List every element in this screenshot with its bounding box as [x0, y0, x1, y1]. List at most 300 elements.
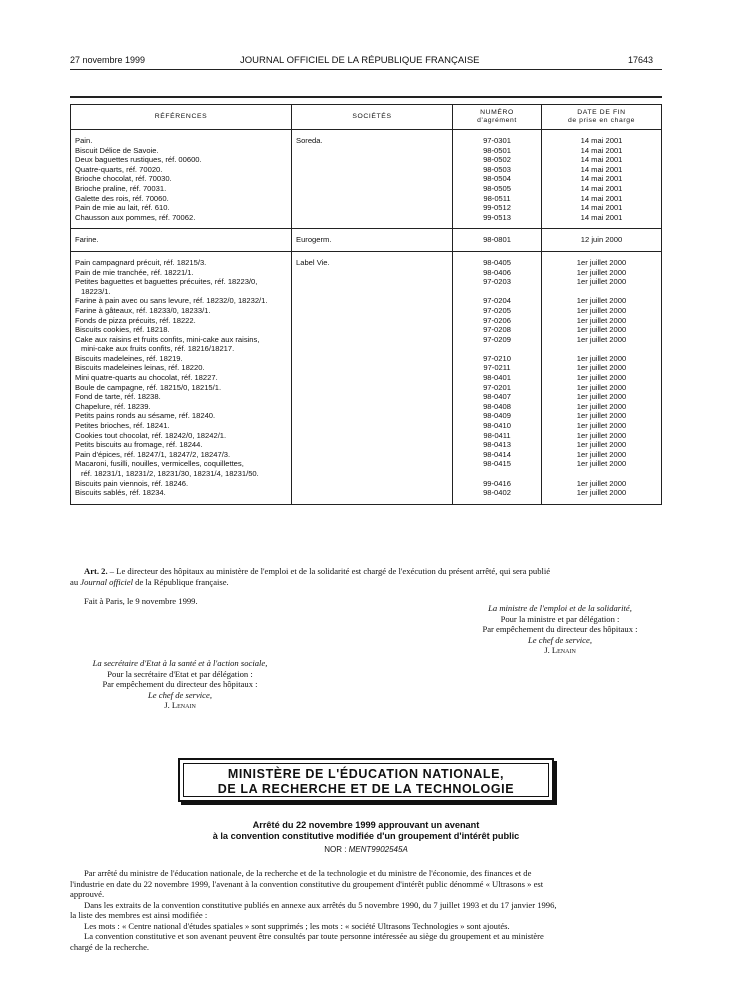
agreement-number: 98-0505: [483, 183, 511, 193]
end-date: 1er juillet 2000: [576, 449, 627, 459]
decree-nor: [70, 845, 662, 854]
column-header-numero-line2: d'agrément: [477, 117, 517, 124]
company-cell: [292, 354, 453, 364]
reference-text: Chapelure, réf. 18239.: [75, 401, 151, 411]
decree-p4-line1: La convention constitutive et son avenant peuvent être consultés par toute personne intéressée au siège du groupement et au ministère: [84, 931, 544, 941]
company-cell: [292, 146, 453, 156]
reference-text: Pain de mie tranchée, réf. 18221/1.: [75, 267, 194, 277]
decree-p1-line2: l'industrie en date du 22 novembre 1999, l'avenant à la convention constitutive du groupement d'intérêt public dénommé « Ultrasons » est: [70, 878, 544, 889]
header-date: 27 novembre 1999: [70, 55, 146, 65]
table-row: [71, 431, 662, 441]
table-row: [71, 373, 662, 383]
end-date: 1er juillet 2000: [576, 488, 627, 498]
reference-cell: [71, 316, 292, 326]
table-row: [71, 316, 662, 326]
agreement-number: 97-0203: [483, 277, 511, 287]
table-row: [71, 440, 662, 450]
end-date: 1er juillet 2000: [576, 411, 627, 421]
end-date: 1er juillet 2000: [576, 315, 627, 325]
agreement-number-cell: [453, 146, 542, 156]
end-date-cell: [542, 174, 662, 184]
signature-left-title: La secrétaire d'Etat à la santé et à l'action sociale,: [92, 658, 268, 668]
end-date-cell: [542, 335, 662, 354]
company-cell: [292, 184, 453, 194]
agreement-number: 98-0413: [483, 440, 511, 450]
agreement-number: 98-0409: [483, 411, 511, 421]
reference-cell: [71, 296, 292, 306]
end-date-cell: [542, 440, 662, 450]
table-row: [71, 450, 662, 460]
decree-p2-line2: la liste des membres est ainsi modifiée :: [70, 910, 208, 920]
table-header-row: [71, 105, 662, 130]
reference-text: Cookies tout chocolat, réf. 18242/0, 18242/1.: [75, 430, 227, 440]
end-date: 14 mai 2001: [580, 212, 623, 222]
reference-cell: [71, 363, 292, 373]
agreement-number-cell: [453, 306, 542, 316]
agreement-number: 97-0210: [483, 353, 511, 363]
column-header-date-line2: de prise en charge: [567, 117, 636, 124]
agreement-number-cell: [453, 174, 542, 184]
agreement-number: 98-0502: [483, 155, 511, 165]
reference-cell: [71, 459, 292, 478]
company-cell: [292, 335, 453, 354]
agreement-number: 98-0405: [483, 257, 511, 267]
company-cell: [292, 402, 453, 412]
reference-text: Cake aux raisins et fruits confits, mini-cake aux raisins,: [75, 334, 260, 344]
end-date: 14 mai 2001: [580, 183, 623, 193]
agreement-number-cell: [453, 229, 542, 252]
agreement-number-cell: [453, 421, 542, 431]
end-date: 1er juillet 2000: [576, 392, 627, 402]
company-cell: [292, 373, 453, 383]
header-rule: [70, 69, 662, 70]
agreement-number: 98-0402: [483, 488, 511, 498]
agreement-number-cell: [453, 165, 542, 175]
reference-cell: [71, 229, 292, 252]
table-row: [71, 335, 662, 354]
agreement-number-cell: [453, 479, 542, 489]
agreement-number-cell: [453, 383, 542, 393]
reference-cell: [71, 130, 292, 146]
agreement-number: 99-0512: [483, 203, 511, 213]
end-date-cell: [542, 146, 662, 156]
agreement-number-cell: [453, 316, 542, 326]
table-row: [71, 155, 662, 165]
column-header-numero: [453, 105, 542, 130]
agreement-number: 98-0406: [483, 267, 511, 277]
company-cell: [292, 421, 453, 431]
end-date-cell: [542, 194, 662, 204]
end-date-cell: [542, 155, 662, 165]
reference-text: Macaroni, fusilli, nouilles, vermicelles, coquillettes,: [75, 459, 244, 469]
reference-text: Farine à gâteaux, réf. 18233/0, 18233/1.: [75, 305, 211, 315]
table-top-rule: [70, 96, 662, 98]
reference-cell: [71, 165, 292, 175]
table-row: [71, 392, 662, 402]
end-date-cell: [542, 421, 662, 431]
end-date: 1er juillet 2000: [576, 267, 627, 277]
column-header-societes: SOCIÉTÉS: [292, 105, 453, 130]
column-header-references: RÉFÉRENCES: [71, 105, 292, 130]
article-2-text-prefix: au: [70, 576, 81, 587]
agreement-number-cell: [453, 450, 542, 460]
company-cell: [292, 488, 453, 504]
agreement-number: 97-0209: [483, 334, 511, 344]
agreement-number: 98-0504: [483, 174, 511, 184]
end-date-cell: [542, 130, 662, 146]
table-row: [71, 130, 662, 146]
company-name: Label Vie.: [296, 257, 330, 267]
agreement-number: 98-0415: [483, 459, 511, 469]
table-row: [71, 306, 662, 316]
company-cell: [292, 203, 453, 213]
decree-p1-line3: approuvé.: [70, 889, 105, 899]
end-date: 1er juillet 2000: [576, 325, 627, 335]
agreement-number-cell: [453, 392, 542, 402]
company-name: Soreda.: [296, 136, 323, 145]
agreement-number: 97-0204: [483, 296, 511, 306]
end-date: 12 juin 2000: [580, 235, 623, 245]
end-date-cell: [542, 411, 662, 421]
end-date-cell: [542, 316, 662, 326]
table-row: [71, 421, 662, 431]
reference-cell: [71, 354, 292, 364]
reference-text: Biscuits madeleines leinas, réf. 18220.: [75, 363, 205, 373]
end-date-cell: [542, 229, 662, 252]
agreement-number-cell: [453, 296, 542, 306]
article-2-journal-italic: Journal officiel: [80, 576, 134, 587]
ministry-heading-box: [178, 758, 554, 802]
end-date-cell: [542, 251, 662, 267]
agreement-number: 98-0401: [483, 373, 511, 383]
reference-cell: [71, 277, 292, 296]
end-date-cell: [542, 402, 662, 412]
reference-text: Boule de campagne, réf. 18215/0, 18215/1.: [75, 382, 222, 392]
reference-text: Galette des rois, réf. 70060.: [75, 193, 169, 203]
table-row: [71, 383, 662, 393]
agreement-number: 99-0416: [483, 478, 511, 488]
table-row: [71, 165, 662, 175]
reference-cell: [71, 174, 292, 184]
reference-cell: [71, 203, 292, 213]
agreement-number-cell: [453, 251, 542, 267]
company-cell: [292, 155, 453, 165]
reference-text: Petits pains ronds au sésame, réf. 18240.: [75, 411, 216, 421]
ministry-heading-line1: MINISTÈRE DE L'ÉDUCATION NATIONALE,: [227, 767, 505, 781]
end-date: 1er juillet 2000: [576, 296, 627, 306]
table-row: [71, 184, 662, 194]
agreement-number-cell: [453, 440, 542, 450]
decree-p2-line1: Dans les extraits de la convention constitutive publiés en annexe aux arrêtés du 5 novembre 1990, du 7 juillet 1993 et du 17 janvier 1996,: [84, 899, 557, 910]
company-cell: [292, 363, 453, 373]
agreement-number-cell: [453, 354, 542, 364]
signature-right-name: J. Lenain: [544, 645, 576, 655]
agreement-number-cell: [453, 155, 542, 165]
reference-text: Biscuits cookies, réf. 18218.: [75, 325, 170, 335]
agreement-number: 98-0503: [483, 164, 511, 174]
end-date: 1er juillet 2000: [576, 459, 627, 469]
company-cell: [292, 229, 453, 252]
article-2-paragraph: [70, 566, 670, 587]
table-row: [71, 354, 662, 364]
ministry-heading-inner-frame: [183, 763, 549, 797]
reference-cell: [71, 392, 292, 402]
reference-cell: [71, 450, 292, 460]
table-row: [71, 296, 662, 306]
reference-cell: [71, 306, 292, 316]
table-row: [71, 146, 662, 156]
end-date-cell: [542, 479, 662, 489]
reference-cell: [71, 325, 292, 335]
end-date-cell: [542, 203, 662, 213]
reference-cell: [71, 155, 292, 165]
company-cell: [292, 306, 453, 316]
column-header-date-line1: DATE DE FIN: [577, 109, 626, 116]
column-header-numero-line1: NUMÉRO: [480, 109, 514, 116]
end-date: 1er juillet 2000: [576, 305, 627, 315]
reference-text: Biscuits pain viennois, réf. 18246.: [75, 478, 189, 488]
reference-cell: [71, 402, 292, 412]
end-date: 14 mai 2001: [580, 164, 623, 174]
signature-left-name: J. Lenain: [164, 700, 196, 710]
reference-cell: [71, 421, 292, 431]
end-date: 14 mai 2001: [580, 193, 623, 203]
reference-text: Pain.: [75, 136, 93, 145]
company-cell: [292, 213, 453, 229]
end-date-cell: [542, 213, 662, 229]
article-2-text-suffix: de la République française.: [133, 576, 229, 587]
agreement-number-cell: [453, 431, 542, 441]
reference-text: Quatre-quarts, réf. 70020.: [75, 164, 163, 174]
table-row: [71, 363, 662, 373]
end-date-cell: [542, 306, 662, 316]
end-date: 1er juillet 2000: [576, 373, 627, 383]
decree-title: [70, 820, 662, 842]
reference-text: Farine à pain avec ou sans levure, réf. 18232/0, 18232/1.: [75, 296, 268, 306]
decree-p3: Les mots : « Centre national d'études spatiales » sont supprimés ; les mots : « société Ultrasons Technologies » sont ajoutés.: [84, 920, 510, 931]
company-cell: [292, 325, 453, 335]
table-row: [71, 229, 662, 252]
end-date: 1er juillet 2000: [576, 363, 627, 373]
reference-text: Farine.: [75, 235, 99, 245]
end-date: 14 mai 2001: [580, 136, 623, 145]
end-date: 14 mai 2001: [580, 155, 623, 165]
reference-cell: [71, 488, 292, 504]
reference-cell: [71, 411, 292, 421]
reference-text: Petites baguettes et baguettes précuites, réf. 18223/0,: [75, 277, 258, 287]
reference-cell: [71, 251, 292, 267]
agreement-number-cell: [453, 373, 542, 383]
decree-p1-line1: Par arrêté du ministre de l'éducation nationale, de la recherche et de la technologie et du ministre de l'économie, des finances et de: [84, 868, 532, 878]
end-date-cell: [542, 392, 662, 402]
agreement-number-cell: [453, 411, 542, 421]
company-cell: [292, 383, 453, 393]
agreement-number: 98-0407: [483, 392, 511, 402]
signature-block-right: [440, 603, 680, 656]
agreement-number-cell: [453, 363, 542, 373]
table-row: [71, 479, 662, 489]
end-date: 1er juillet 2000: [576, 440, 627, 450]
reference-cell: [71, 383, 292, 393]
signature-right-line2: Par empêchement du directeur des hôpitaux :: [482, 624, 638, 634]
reference-text: Biscuits madeleines, réf. 18219.: [75, 353, 183, 363]
reference-text: Pain d'épices, réf. 18247/1, 18247/2, 18247/3.: [75, 449, 231, 459]
company-cell: [292, 296, 453, 306]
agreement-number: 97-0201: [483, 382, 511, 392]
header-title: JOURNAL OFFICIEL DE LA RÉPUBLIQUE FRANÇAISE: [240, 55, 480, 66]
company-name: Eurogerm.: [296, 235, 332, 245]
table-row: [71, 174, 662, 184]
end-date: 14 mai 2001: [580, 174, 623, 184]
reference-text: Petites brioches, réf. 18241.: [75, 421, 170, 431]
reference-text: Brioche praline, réf. 70031.: [75, 183, 167, 193]
reference-cell: [71, 146, 292, 156]
end-date: 14 mai 2001: [580, 145, 623, 155]
company-cell: [292, 251, 453, 267]
company-cell: [292, 392, 453, 402]
signature-right-line1: Pour la ministre et par délégation :: [500, 613, 620, 624]
end-date: 1er juillet 2000: [576, 334, 627, 344]
company-cell: [292, 268, 453, 278]
agreement-number-cell: [453, 335, 542, 354]
decree-nor-code: MENT9902545A: [348, 845, 408, 854]
end-date-cell: [542, 184, 662, 194]
agreement-number: 97-0301: [483, 136, 511, 145]
reference-text: Petits biscuits au fromage, réf. 18244.: [75, 440, 203, 450]
reference-cell: [71, 431, 292, 441]
end-date-cell: [542, 383, 662, 393]
reference-text: Mini quatre-quarts au chocolat, réf. 18227.: [75, 373, 218, 383]
end-date: 1er juillet 2000: [576, 382, 627, 392]
agreement-number: 98-0801: [483, 235, 511, 245]
company-cell: [292, 431, 453, 441]
table-row: [71, 459, 662, 478]
company-cell: [292, 194, 453, 204]
table-row: [71, 194, 662, 204]
table-row: [71, 251, 662, 267]
end-date-cell: [542, 459, 662, 478]
article-2-text: – Le directeur des hôpitaux au ministère de l'emploi et de la solidarité est chargé de l'exécution du présent arrêté, qui sera publié: [107, 566, 551, 576]
end-date-cell: [542, 325, 662, 335]
company-cell: [292, 459, 453, 478]
agreement-number-cell: [453, 277, 542, 296]
end-date-cell: [542, 373, 662, 383]
agreement-number: 98-0501: [483, 145, 511, 155]
end-date-cell: [542, 354, 662, 364]
reference-cell: [71, 440, 292, 450]
agreement-number: 98-0410: [483, 421, 511, 431]
signature-right-title: La ministre de l'emploi et de la solidarité,: [488, 603, 632, 613]
reference-cell: [71, 373, 292, 383]
end-date-cell: [542, 165, 662, 175]
end-date: 1er juillet 2000: [576, 478, 627, 488]
article-2-label: Art. 2.: [84, 566, 108, 576]
reference-cell: [71, 268, 292, 278]
reference-text: Fond de tarte, réf. 18238.: [75, 392, 161, 402]
agreement-number: 98-0411: [483, 430, 511, 440]
table-body: [71, 130, 662, 505]
agreement-number: 98-0414: [483, 449, 511, 459]
company-cell: [292, 174, 453, 184]
end-date-cell: [542, 488, 662, 504]
reference-cell: [71, 184, 292, 194]
agreement-number: 98-0408: [483, 401, 511, 411]
reference-text: Pain campagnard précuit, réf. 18215/3.: [75, 257, 207, 267]
agreement-number: 99-0513: [483, 212, 511, 222]
reference-text-continued: mini-cake aux fruits confits, réf. 18216/18217.: [81, 344, 235, 354]
company-cell: [292, 316, 453, 326]
ministry-heading-line2: DE LA RECHERCHE ET DE LA TECHNOLOGIE: [217, 782, 515, 796]
decree-title-line1: Arrêté du 22 novembre 1999 approuvant un avenant: [252, 820, 480, 830]
table-row: [71, 411, 662, 421]
references-table: [70, 104, 662, 505]
company-cell: [292, 130, 453, 146]
signature-left-line1: Pour la secrétaire d'Etat et par délégation :: [107, 668, 253, 679]
decree-nor-label: NOR :: [324, 845, 349, 854]
agreement-number-cell: [453, 203, 542, 213]
end-date-cell: [542, 450, 662, 460]
table-row: [71, 203, 662, 213]
end-date-cell: [542, 277, 662, 296]
end-date: 1er juillet 2000: [576, 421, 627, 431]
end-date: 14 mai 2001: [580, 203, 623, 213]
agreement-number-cell: [453, 488, 542, 504]
table-row: [71, 213, 662, 229]
end-date-cell: [542, 363, 662, 373]
table-row: [71, 268, 662, 278]
agreement-number: 97-0208: [483, 325, 511, 335]
end-date: 1er juillet 2000: [576, 401, 627, 411]
decree-p4-line2: chargé de la recherche.: [70, 941, 150, 952]
header-page-number: 17643: [628, 55, 654, 65]
column-header-date: [542, 105, 662, 130]
reference-cell: [71, 335, 292, 354]
company-cell: [292, 450, 453, 460]
reference-text: Deux baguettes rustiques, réf. 00600.: [75, 155, 202, 165]
reference-text: Chausson aux pommes, réf. 70062.: [75, 212, 196, 222]
reference-text: Biscuits sablés, réf. 18234.: [75, 488, 166, 498]
end-date: 1er juillet 2000: [576, 257, 627, 267]
table-row: [71, 277, 662, 296]
agreement-number-cell: [453, 402, 542, 412]
decree-body: [70, 868, 670, 952]
end-date-cell: [542, 268, 662, 278]
agreement-number-cell: [453, 130, 542, 146]
end-date: 1er juillet 2000: [576, 353, 627, 363]
agreement-number: 98-0511: [483, 193, 511, 203]
agreement-number-cell: [453, 268, 542, 278]
signature-block-left: [60, 658, 300, 711]
table-row: [71, 402, 662, 412]
agreement-number-cell: [453, 194, 542, 204]
end-date-cell: [542, 296, 662, 306]
table-row: [71, 325, 662, 335]
done-at-paris: Fait à Paris, le 9 novembre 1999.: [84, 596, 198, 606]
reference-cell: [71, 479, 292, 489]
reference-cell: [71, 194, 292, 204]
decree-title-line2: à la convention constitutive modifiée d'un groupement d'intérêt public: [212, 831, 520, 841]
agreement-number-cell: [453, 213, 542, 229]
reference-text-continued: 18223/1.: [81, 286, 111, 296]
agreement-number: 97-0211: [483, 363, 511, 373]
reference-text-continued: réf. 18231/1, 18231/2, 18231/30, 18231/4, 18231/50.: [81, 469, 259, 478]
reference-cell: [71, 213, 292, 229]
signature-left-line2: Par empêchement du directeur des hôpitaux :: [102, 679, 258, 689]
signature-right-role: Le chef de service,: [528, 634, 592, 645]
company-cell: [292, 440, 453, 450]
company-cell: [292, 277, 453, 296]
agreement-number: 97-0206: [483, 315, 511, 325]
